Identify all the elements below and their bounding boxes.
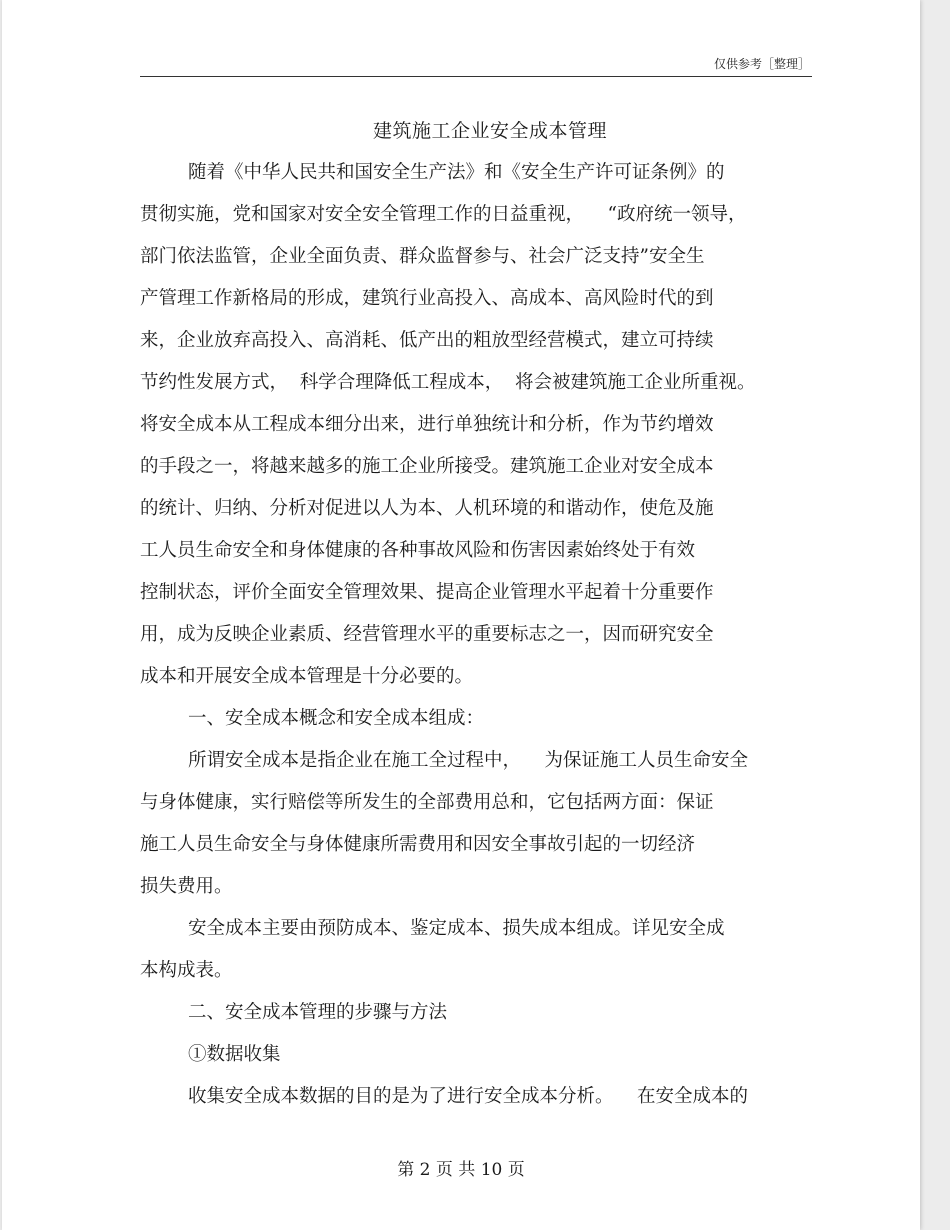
- document-page: [2, 0, 920, 1230]
- text-line: 的统计、归纳、分析对促进以人为本、人机环境的和谐动作，使危及施: [140, 498, 714, 519]
- text-line: 所谓安全成本是指企业在施工全过程中， 为保证施工人员生命安全: [188, 750, 749, 771]
- text-line: 节约性发展方式， 科学合理降低工程成本， 将会被建筑施工企业所重视。: [140, 372, 756, 393]
- text-line: 贯彻实施，党和国家对安全安全管理工作的日益重视， “政府统一领导，: [140, 204, 747, 225]
- text-line: 与身体健康，实行赔偿等所发生的全部费用总和，它包括两方面：保证: [140, 792, 714, 813]
- text-line: 将安全成本从工程成本细分出来，进行单独统计和分析，作为节约增效: [140, 414, 714, 435]
- text-line: 控制状态，评价全面安全管理效果、提高企业管理水平起着十分重要作: [140, 582, 714, 603]
- section-heading: 二、安全成本管理的步骤与方法: [188, 1002, 448, 1023]
- page-number: 第 2 页 共 10 页: [397, 1160, 525, 1180]
- text-line: 的手段之一，将越来越多的施工企业所接受。建筑施工企业对安全成本: [140, 456, 714, 477]
- text-line: 随着《中华人民共和国安全生产法》和《安全生产许可证条例》的: [188, 162, 725, 183]
- text-line: 施工人员生命安全与身体健康所需费用和因安全事故引起的一切经济: [140, 834, 696, 855]
- text-line: 用，成为反映企业素质、经营管理水平的重要标志之一，因而研究安全: [140, 624, 714, 645]
- document-title: 建筑施工企业安全成本管理: [372, 120, 607, 142]
- header-note: 仅供参考［整理］: [713, 57, 810, 71]
- section-heading: 一、安全成本概念和安全成本组成：: [188, 708, 485, 729]
- text-line: 安全成本主要由预防成本、鉴定成本、损失成本组成。详见安全成: [188, 918, 725, 939]
- text-line: 部门依法监管，企业全面负责、群众监督参与、社会广泛支持”安全生: [140, 246, 705, 267]
- text-line: 本构成表。: [140, 960, 233, 981]
- text-line: 工人员生命安全和身体健康的各种事故风险和伤害因素始终处于有效: [140, 540, 696, 561]
- page-header: [140, 54, 812, 77]
- text-line: 收集安全成本数据的目的是为了进行安全成本分析。 在安全成本的: [188, 1086, 749, 1107]
- text-line: 产管理工作新格局的形成，建筑行业高投入、高成本、高风险时代的到: [140, 288, 714, 309]
- subsection-heading: ①数据收集: [188, 1044, 281, 1065]
- text-line: 来，企业放弃高投入、高消耗、低产出的粗放型经营模式，建立可持续: [140, 330, 714, 351]
- text-line: 损失费用。: [140, 876, 233, 897]
- text-line: 成本和开展安全成本管理是十分必要的。: [140, 666, 474, 687]
